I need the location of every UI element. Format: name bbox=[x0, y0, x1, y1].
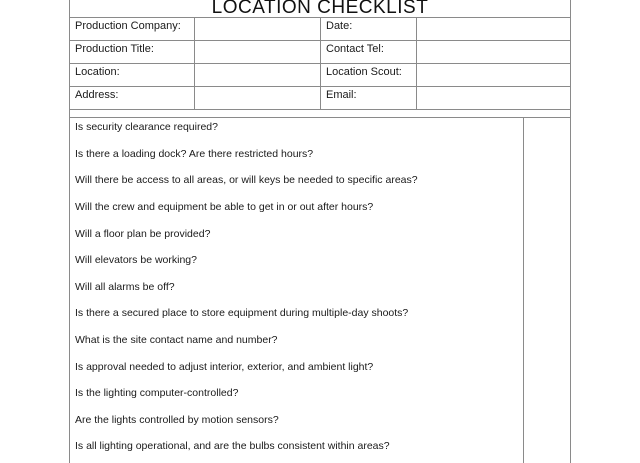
checklist-question: Is there a secured place to store equipment during multiple-day shoots? bbox=[75, 307, 409, 319]
checklist-question: Will there be access to all areas, or will keys be needed to specific areas? bbox=[75, 174, 418, 186]
email-label: Email: bbox=[326, 89, 357, 101]
page-title: LOCATION CHECKLIST bbox=[211, 0, 429, 18]
contact-tel-label: Contact Tel: bbox=[326, 43, 384, 55]
info-table-bottom-border bbox=[69, 109, 571, 110]
info-column-divider bbox=[416, 17, 417, 109]
checklist-question: Will elevators be working? bbox=[75, 254, 197, 266]
info-column-divider bbox=[194, 17, 195, 109]
checklist-question: Is the lighting computer-controlled? bbox=[75, 387, 239, 399]
answer-column-divider bbox=[523, 117, 524, 463]
form-left-border bbox=[69, 0, 70, 463]
form-right-border bbox=[570, 0, 571, 463]
checklist-question: Is approval needed to adjust interior, exterior, and ambient light? bbox=[75, 361, 374, 373]
checklist-question: Are the lights controlled by motion sensors? bbox=[75, 414, 279, 426]
checklist-question: Is all lighting operational, and are the bulbs consistent within areas? bbox=[75, 440, 390, 452]
checklist-question: Is security clearance required? bbox=[75, 121, 218, 133]
info-column-divider bbox=[320, 17, 321, 109]
date-label: Date: bbox=[326, 20, 353, 32]
checklist-question: Will all alarms be off? bbox=[75, 281, 175, 293]
location-label: Location: bbox=[75, 66, 120, 78]
checklist-question: Will a floor plan be provided? bbox=[75, 228, 211, 240]
questions-table-top-border bbox=[69, 117, 571, 118]
address-label: Address: bbox=[75, 89, 119, 101]
checklist-question: Will the crew and equipment be able to get in or out after hours? bbox=[75, 201, 374, 213]
production-company-label: Production Company: bbox=[75, 20, 181, 32]
production-title-label: Production Title: bbox=[75, 43, 154, 55]
location-scout-label: Location Scout: bbox=[326, 66, 402, 78]
checklist-question: Is there a loading dock? Are there restricted hours? bbox=[75, 148, 314, 160]
checklist-question: What is the site contact name and number? bbox=[75, 334, 278, 346]
